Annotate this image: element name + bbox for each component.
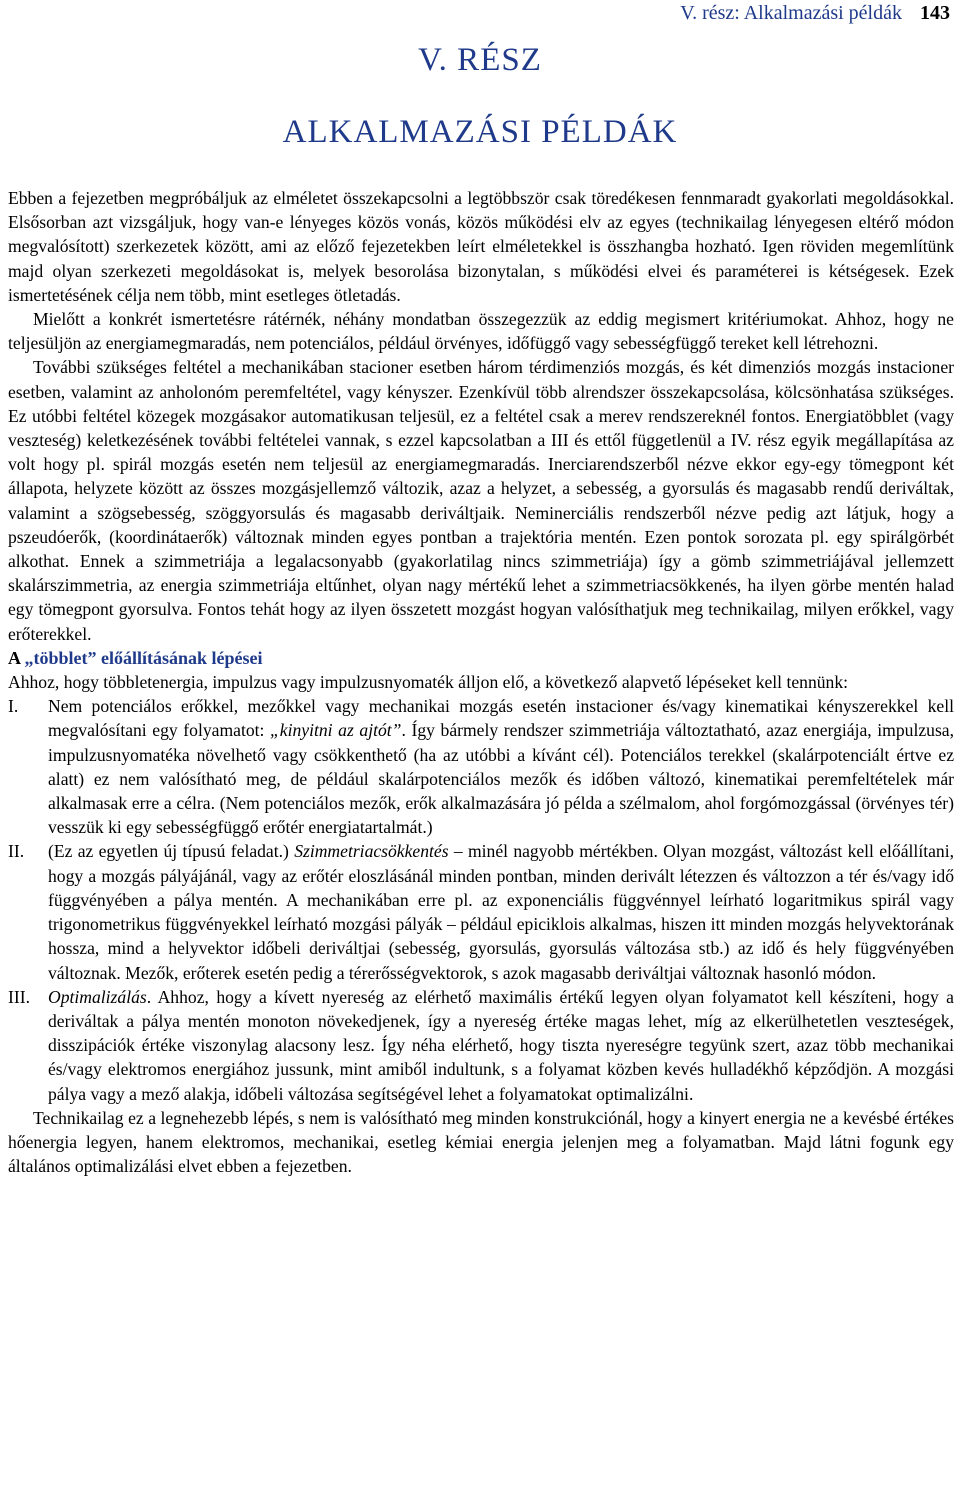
subheading-suffix: előállításának lépései — [96, 647, 263, 668]
intro-paragraph: Ebben a fejezetben megpróbáljuk az elméletet összekapcsolni a legtöbbször csak töredékesen fennmaradt gyakorlati megoldásokkal. Elsősorban azt vizsgáljuk, hogy van-e lényeges közös vonás, közös működési elv az egyes (technikailag lényegesen eltérő módon megvalósított) szerkezetek között, ami az előző fejezetekben leírt elméletekkel is összhangba hozható. Igen röviden megemlítünk majd olyan szerkezeti megoldásokat is, melyek besorolása bizonytalan, s működési elvei és paraméterei is kétségesek. Ezek ismertetésének célja nem több, mint esetleges ötletadás. — [8, 188, 954, 305]
list-item — [8, 985, 954, 1106]
section-title: ALKALMAZÁSI PÉLDÁK — [282, 114, 678, 150]
step-emphasis: Optimalizálás — [48, 986, 147, 1007]
part-title: V. RÉSZ — [418, 42, 542, 78]
step-emphasis: Szimmetriacsökkentés — [294, 841, 449, 862]
step-text: Nem potenciálos erőkkel, mezőkkel vagy mechanikai mozgás esetén instacioner és/vagy kinematikai kényszerekkel kell megvalósítani egy folyamatot: — [48, 696, 954, 741]
steps-list — [8, 694, 954, 1105]
running-title: V. rész: Alkalmazási példák — [680, 2, 902, 24]
subheading-prefix: A — [8, 647, 25, 668]
step-text: (Ez az egyetlen új típusú feladat.) — [48, 841, 295, 862]
subheading — [8, 646, 954, 670]
step-text: . Így bármely rendszer szimmetriája változtatható, azaz energiája, impulzusa, impulzusnyomatéka növelhető vagy csökkenthető (ha az utóbbi a kívánt cél). Potenciálos terekkel (skalárpotenciált értve ez alatt) ez nem valósítható meg, de például skalárpotenciálos mezők és időben változó, kinematikai peremfeltételek már alkalmasak erre a célra. (Nem potenciálos mezők, erők alkalmazására jó példa a szélmalom, ahol forgómozgással (örvényes tér) vesszük ki egy sebességfüggő erőtér energiatartalmát.) — [48, 720, 954, 838]
conditions-paragraph: További szükséges feltétel a mechanikában stacioner esetben három térdimenziós mozgás, és két dimenziós mozgás instacioner esetben, valamint az anholonóm peremfeltétel, vagy kényszer. Ezenkívül több alrendszer összekapcsolása, kölcsönhatása szükséges. Ez utóbbi feltétel közegek mozgásakor automatikusan teljesül, ez a feltétel csak a merev rendszereknél fontos. Energiatöbblet (vagy veszteség) keletkezésének további feltételei vannak, s ezzel kapcsolatban a III és ettől függetlenül a IV. rész egyik megállapítása az volt hogy pl. spirál mozgás esetén nem teljesül az energiamegmaradás. Inerciarendszerből nézve ekkor egy-egy tömegpont két állapota, helyzete között az összes mozgásjellemző változik, azaz a helyzet, a sebesség, a gyorsulás és magasabb rendű deriváltak, valamint a szögsebesség, szöggyorsulás és magasabb deriváltjaik. Neminerciális rendszerből nézve pedig azt látjuk, hogy a pszeudóerők, (koordinátaerők) változnak minden egyes pontban a trajektória mentén. Ezen pontok sorozata pl. egy spirálgörbét alkothat. Ennek a szimmetriája a legalacsonyabb (gyakorlatilag nincs szimmetriája) így a gömb szimmetriájával jellemzett skalárszimmetria, az energia szimmetriája eltűnhet, olyan nagy mértékű lehet a szimmetriacsökkenés, ha ilyen görbe mentén halad egy tömegpont gyorsulva. Fontos tehát hogy az ilyen összetett mozgást hogyan valósíthatjuk meg technikailag, milyen erőkkel, vagy erőterekkel. — [8, 357, 954, 644]
running-header — [680, 0, 950, 26]
step-number: III. — [8, 986, 30, 1007]
step-number: I. — [8, 696, 19, 717]
subheading-highlight: „többlet” — [24, 647, 97, 668]
criteria-paragraph: Mielőtt a konkrét ismertetésre rátérnék, néhány mondatban összegezzük az eddig megismert kritériumokat. Ahhoz, hogy ne teljesüljön az energiamegmaradás, nem potenciálos, például örvényes, időfüggő vagy sebességfüggő tereket kell létrehozni. — [8, 309, 954, 354]
step-text: – minél nagyobb mértékben. Olyan mozgást, változást kell előállítani, hogy a mozgás pályájánál, vagy az erőtér eloszlásánál minden pontban, minden derivált létezzen és változzon a tér és/vagy idő függvényében a pálya mentén. A mechanikában erre pl. az exponenciális függvénnyel leírható logaritmikus spirál vagy trigonometrikus függvényekkel leírható mozgási pályák – például epiciklois alkalmas, hiszen itt minden mozgás helyvektorának hossza, mind a helyvektor időbeli deriváltjai (sebesség, gyorsulás, gyorsulás változása stb.) az idő és hely függvényében változnak. Mezők, erőterek esetén pedig a térerősségvektorok, s azok magasabb deriváltjai változnak hasonló módon. — [48, 841, 954, 983]
page-number: 143 — [920, 2, 950, 24]
steps-intro: Ahhoz, hogy többletenergia, impulzus vagy impulzusnyomaték álljon elő, a következő alapvető lépéseket kell tennünk: — [8, 672, 849, 693]
step-text: . Ahhoz, hogy a kívett nyereség az elérhető maximális értékű legyen olyan folyamatot kell készíteni, hogy a deriváltak a pálya mentén monoton növekedjenek, így a nyereség értéke magas lehet, míg az elkerülhetetlen veszteségek, disszipációk értéke viszonylag alacsony lesz. Így néha elérhető, hogy tiszta nyereségre tegyünk szert, azaz több mechanikai és/vagy elektromos energiához jussunk, mint amiből indultunk, s a folyamat közben kevés hulladékhő képződjön. A mozgási pálya vagy a mező alakja, időbeli változása segítségével lehet a folyamatokat optimalizálni. — [48, 986, 954, 1104]
list-item — [8, 694, 954, 839]
body-text — [8, 186, 954, 1178]
closing-paragraph: Technikailag ez a legnehezebb lépés, s nem is valósítható meg minden konstrukciónál, hogy a kinyert energia ne a kevésbé értékes hőenergia legyen, hanem elektromos, mechanikai, esetleg kémiai energia jelenjen meg a folyamatban. Majd látni fogunk egy általános optimalizálási elvet ebben a fejezetben. — [8, 1107, 954, 1177]
list-item — [8, 839, 954, 984]
step-emphasis: „kinyitni az ajtót” — [270, 720, 402, 741]
step-number: II. — [8, 841, 25, 862]
